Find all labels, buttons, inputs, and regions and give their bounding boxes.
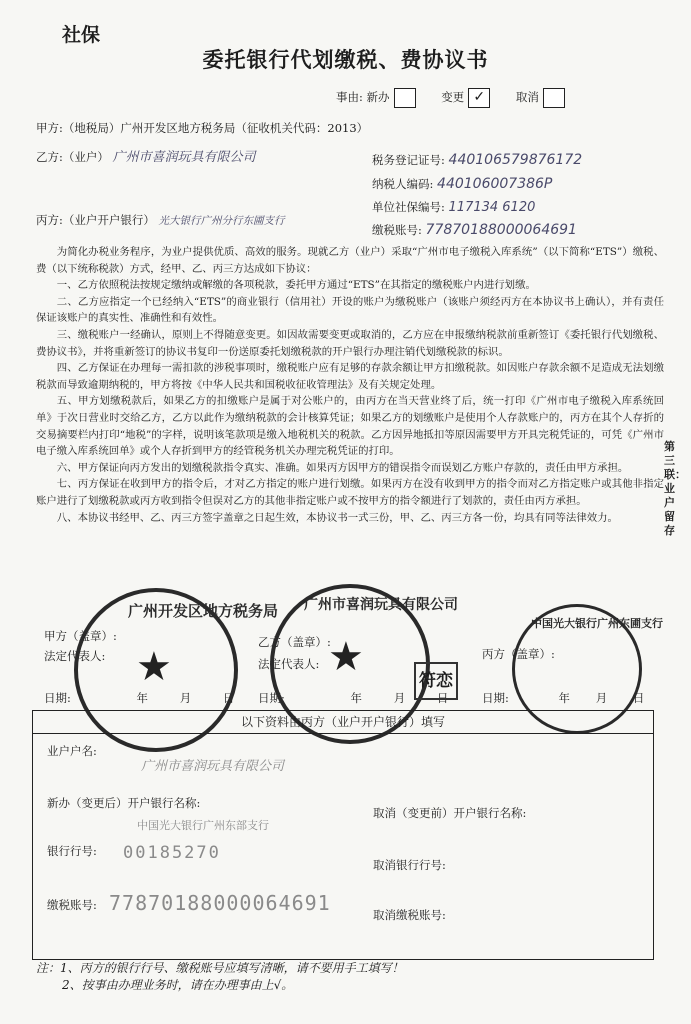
note-2: 2、按事由办理业务时，请在办理事由上√。 [62, 978, 294, 992]
date-year: 年 [558, 691, 571, 705]
personal-seal: 符恋 [414, 662, 458, 700]
date-year: 年 [136, 691, 149, 705]
footnotes [36, 960, 404, 994]
date-year: 年 [350, 691, 363, 705]
bank-info-header: 以下资料由丙方（业户开户银行）填写 [33, 711, 653, 734]
matter-label: 事由: [336, 90, 363, 104]
checkbox-new[interactable] [394, 88, 416, 108]
matter-option-change: 变更 [441, 90, 465, 104]
clause-1: 一、乙方依照税法按规定缴纳或解缴的各项税款，委托甲方通过“ETS”在其指定的缴税账户内进行划缴。 [56, 279, 536, 292]
party-b-line [36, 146, 256, 165]
sig-b-rep: 法定代表人: [258, 657, 320, 671]
clause-intro: 为简化办税业务程序，为业户提供优质、高效的服务。现就乙方（业户）采取“广州市电子缴税入库系统”（以下简称“ETS”）缴税、费（以下统称税款）方式，经甲、乙、丙三方达成如下协议： [36, 246, 664, 275]
bank-no-label: 银行行号: [47, 844, 97, 858]
clause-4: 四、乙方保证在办理每一需扣款的涉税事项时，缴税账户应有足够的存款余额让甲方扣缴税款。如因账户存款余额不足造成无法划缴税款而导致逾期纳税的，甲方将按《中华人民共和国税收征收管理法》及有关规定处理。 [36, 362, 664, 391]
agreement-clauses [36, 244, 664, 526]
clause-8: 八、本协议书经甲、乙、丙三方签字盖章之日起生效，本协议书一式三份，甲、乙、丙三方各一份，均具有同等法律效力。 [56, 511, 618, 524]
field-tax-reg [372, 152, 582, 168]
date-label: 日期: [482, 691, 509, 705]
new-bank-value: 中国光大银行广州东部支行 [137, 819, 269, 832]
star-icon: ★ [136, 644, 172, 690]
account-name-label: 业户户名: [47, 744, 97, 758]
party-c-bank: 光大银行广州分行东圃支行 [158, 215, 285, 227]
party-a-line: 甲方:（地税局）广州开发区地方税务局（征收机关代码：2013） [36, 121, 369, 135]
checkbox-cancel[interactable] [543, 88, 565, 108]
sig-b-label: 乙方（盖章）: [258, 635, 331, 649]
field-label: 单位社保编号: [372, 200, 445, 214]
date-label: 日期: [44, 691, 71, 705]
field-social-security [372, 199, 535, 215]
sig-c-label: 丙方（盖章）: [482, 647, 555, 661]
matter-option-new: 新办 [366, 90, 390, 104]
check-mark-icon: ✓ [473, 89, 486, 105]
stamp-text: 广州开发区地方税务局 [128, 602, 279, 620]
cancel-account-label: 取消缴税账号: [373, 908, 446, 922]
note-1: 注：1、丙方的银行行号、缴税账号应填写清晰，请不要用手工填写！ [36, 961, 404, 975]
field-value: 117134 6120 [448, 200, 536, 215]
date-day: 日 [632, 691, 645, 705]
date-month: 月 [179, 691, 192, 705]
date-month: 月 [595, 691, 608, 705]
date-month: 月 [393, 691, 406, 705]
party-c-line [36, 212, 285, 228]
account-no-label: 缴税账号: [47, 898, 97, 912]
field-taxpayer-code [372, 176, 552, 192]
account-name-value: 广州市喜润玩具有限公司 [141, 759, 285, 774]
bank-no-value: 00185270 [123, 843, 221, 863]
clause-2: 二、乙方应指定一个已经纳入“ETS”的商业银行（信用社）开设的账户为缴税账户（该账户须经丙方在本协议书上确认），并有责任保证该账户的真实性、准确性和有效性。 [36, 295, 664, 325]
clause-6: 六、甲方保证向丙方发出的划缴税款指令真实、准确。如果丙方因甲方的错误指令而误划乙方账户存款的，责任由甲方承担。 [56, 461, 629, 474]
field-value: 440106579876172 [448, 152, 583, 168]
date-day: 日 [222, 691, 235, 705]
bank-info-box [32, 710, 654, 960]
stamp-text: 广州市喜润玩具有限公司 [304, 597, 458, 613]
cancel-bank-no-label: 取消银行行号: [373, 858, 446, 872]
checkbox-change[interactable] [468, 88, 490, 108]
clause-7: 七、丙方保证在收到甲方的指令后，才对乙方指定的账户进行划缴。如果丙方在没有收到甲方的指令而对乙方指定账户或其他非指定账户进行了划缴税款或丙方收到指令但误对乙方的其他非指定账户或不按甲方的指令额进行了划款的，责任由丙方承担。 [36, 478, 664, 507]
star-icon: ★ [328, 634, 364, 680]
sig-a-label: 甲方（盖章）: [44, 629, 117, 643]
field-label: 纳税人编码: [372, 177, 434, 191]
date-label: 日期: [258, 691, 285, 705]
field-label: 缴税账号: [372, 223, 422, 237]
field-value: 77870188000064691 [425, 222, 577, 238]
stamp-text: 中国光大银行广州东圃支行 [531, 617, 663, 630]
party-c-label: 丙方:（业户开户银行） [36, 213, 155, 227]
corner-label: 社保 [62, 24, 101, 46]
sig-a-rep: 法定代表人: [44, 649, 106, 663]
copy-label-sidebar: 第三联：业户留存 [664, 440, 686, 537]
new-bank-label: 新办（变更后）开户银行名称: [47, 796, 201, 810]
clause-3: 三、缴税账户一经确认，原则上不得随意变更。如因故需要变更或取消的，乙方应在申报缴纳税款前重新签订《委托银行代划缴税、费协议书》，并将重新签订的协议书复印一份送原委托划缴税款的开户银行办理注销代划缴税款的标识。 [36, 328, 664, 358]
field-tax-account [372, 222, 577, 238]
field-value: 440106007386P [437, 176, 553, 192]
matter-row [336, 88, 587, 108]
party-b-label: 乙方:（业户） [36, 150, 109, 164]
cancel-bank-label: 取消（变更前）开户银行名称: [373, 806, 527, 820]
field-label: 税务登记证号: [372, 153, 445, 167]
date-day: 日 [436, 691, 449, 705]
matter-option-cancel: 取消 [515, 90, 539, 104]
clause-5: 五、甲方划缴税款后，如果乙方的扣缴账户是属于对公账户的，由丙方在当天营业终了后，统一打印《广州市电子缴税入库系统回单》于次日营业时交给乙方，乙方以此作为缴纳税款的会计核算凭证；如果乙方的划缴账户是使用个人存款账户的，丙方在其个人存折的交易摘要栏内打印“地税”的字样，说明该笔款项是缴入地税机关的税款。乙方因异地抵扣等原因需要甲方开具完税凭证的，可凭《广州市电子缴入库系统回单》或个人存折到甲方的经管税务机关办理完税凭证的打印。 [36, 395, 664, 458]
party-b-name: 广州市喜润玩具有限公司 [112, 150, 256, 165]
account-no-value: 77870188000064691 [109, 891, 331, 915]
document-title: 委托银行代划缴税、费协议书 [202, 48, 489, 72]
